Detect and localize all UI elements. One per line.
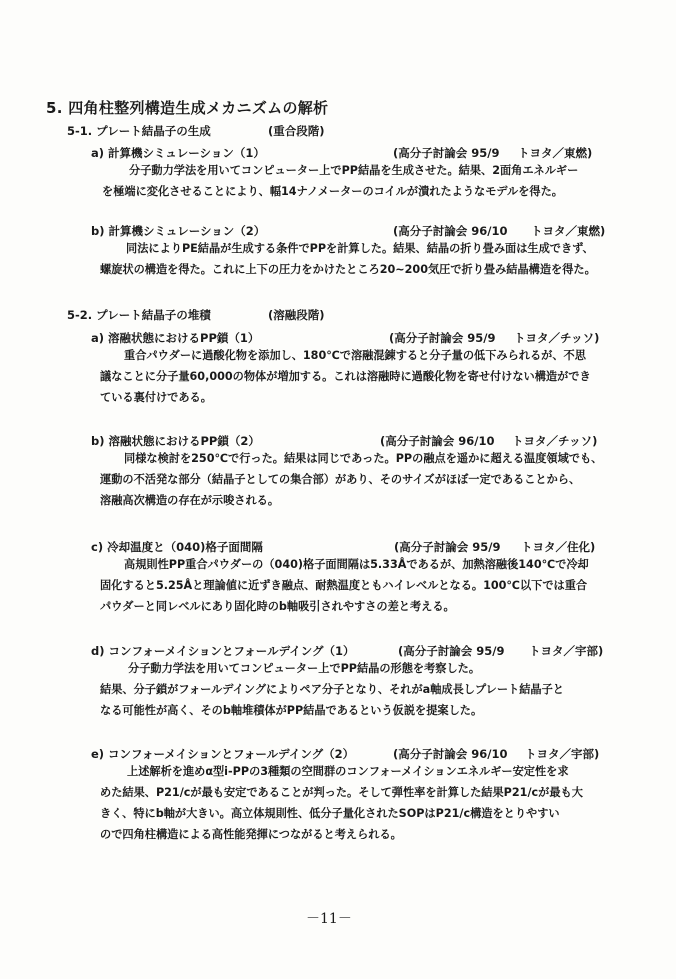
item-org-5-2-d: トヨタ／宇部) [529, 644, 604, 658]
item-title-5-1-b: b) 計算機シミュレーション（2） [91, 224, 266, 238]
item-org-5-2-a: トヨタ／チッソ) [514, 331, 600, 345]
item-source-5-2-e: (高分子討論会 96/10 [393, 747, 508, 761]
item-org-5-1-b: トヨタ／東燃) [531, 224, 606, 238]
subsection-stage-5-1: (重合段階) [268, 124, 325, 138]
item-org-5-2-e: トヨタ／宇部) [525, 747, 600, 761]
paragraph-line: 分子動力学法を用いてコンピューター上でPP結晶を生成させた。結果、2面角エネルギー [129, 164, 579, 177]
paragraph-line: 上述解析を進めα型i-PPの3種類の空間群のコンフォーメイションエネルギー安定性を求 [127, 765, 569, 778]
paragraph-line: 議なことに分子量60,000の物体が増加する。これは溶融時に過酸化物を寄せ付けない構造ができ [100, 370, 591, 383]
item-title-5-2-e: e) コンフォーメイションとフォールデイング（2） [91, 747, 355, 761]
subsection-heading-5-2: 5-2. プレート結晶子の堆積 [67, 308, 211, 322]
paragraph-line: 分子動力学法を用いてコンピューター上でPP結晶の形態を考察した。 [128, 662, 481, 675]
paragraph-line: 結果、分子鎖がフォールデイングによりペア分子となり、それがa軸成長しプレート結晶子と [100, 683, 564, 696]
item-source-5-1-b: (高分子討論会 96/10 [393, 224, 508, 238]
item-title-5-2-c: c) 冷却温度と（040)格子面間隔 [91, 540, 263, 554]
item-title-5-2-b: b) 溶融状態におけるPP鎖（2） [91, 434, 260, 448]
item-title-5-2-a: a) 溶融状態におけるPP鎖（1） [91, 331, 260, 345]
paragraph-line: 重合パウダーに過酸化物を添加し、180℃で溶融混錬すると分子量の低下みられるが、不思 [124, 349, 586, 362]
paragraph-line: めた結果、P21/cが最も安定であることが判った。そして弾性率を計算した結果P21/cが最も大 [100, 786, 583, 799]
paragraph-line: きく、特にb軸が大きい。高立体規則性、低分子量化されたSOPはP21/c構造をとりやすい [100, 807, 560, 820]
subsection-stage-5-2: (溶融段階) [268, 308, 325, 322]
item-org-5-2-b: トヨタ／チッソ) [512, 434, 598, 448]
item-title-5-1-a: a) 計算機シミュレーション（1） [91, 146, 265, 160]
paragraph-line: 同法によりPE結晶が生成する条件でPPを計算した。結果、結晶の折り畳み面は生成できず、 [126, 242, 594, 255]
item-source-5-1-a: (高分子討論会 95/9 [393, 146, 500, 160]
item-org-5-1-a: トヨタ／東燃) [518, 146, 593, 160]
subsection-heading-5-1: 5-1. プレート結晶子の生成 [67, 124, 211, 138]
page-number: －11－ [306, 911, 352, 927]
paragraph-line: 固化すると5.25Åと理論値に近ずき融点、耐熱温度ともハイレベルとなる。100℃以下では重合 [100, 579, 588, 592]
paragraph-line: 高規則性PP重合パウダーの（040)格子面間隔は5.33Åであるが、加熱溶融後140℃で冷却 [124, 558, 589, 571]
paragraph-line: 運動の不活発な部分（結晶子としての集合部）があり、そのサイズがほぼ一定であることから、 [100, 473, 581, 486]
paragraph-line: 螺旋状の構造を得た。これに上下の圧力をかけたところ20~200気圧で折り畳み結晶構造を得た。 [100, 263, 596, 276]
item-source-5-2-c: (高分子討論会 95/9 [394, 540, 501, 554]
paragraph-line: 溶融高次構造の存在が示唆される。 [100, 494, 280, 507]
paragraph-line: ので四角柱構造による高性能発揮につながると考えられる。 [100, 828, 402, 841]
paragraph-line: パウダーと同レベルにあり固化時のb軸吸引されやすさの差と考える。 [100, 600, 455, 613]
paragraph-line: 同様な検討を250℃で行った。結果は同じであった。PPの融点を遥かに超える温度領域でも、 [124, 452, 603, 465]
item-source-5-2-b: (高分子討論会 96/10 [380, 434, 495, 448]
paragraph-line: ている裏付けである。 [100, 391, 212, 404]
paragraph-line: を極端に変化させることにより、幅14ナノメーターのコイルが潰れたようなモデルを得た。 [102, 185, 563, 198]
item-source-5-2-a: (高分子討論会 95/9 [389, 331, 496, 345]
item-title-5-2-d: d) コンフォーメイションとフォールデイング（1） [91, 644, 355, 658]
item-source-5-2-d: (高分子討論会 95/9 [398, 644, 505, 658]
item-org-5-2-c: トヨタ／住化) [521, 540, 596, 554]
section-title: 5. 四角柱整列構造生成メカニズムの解析 [46, 99, 329, 117]
paragraph-line: なる可能性が高く、そのb軸堆積体がPP結晶であるという仮説を提案した。 [100, 704, 483, 717]
